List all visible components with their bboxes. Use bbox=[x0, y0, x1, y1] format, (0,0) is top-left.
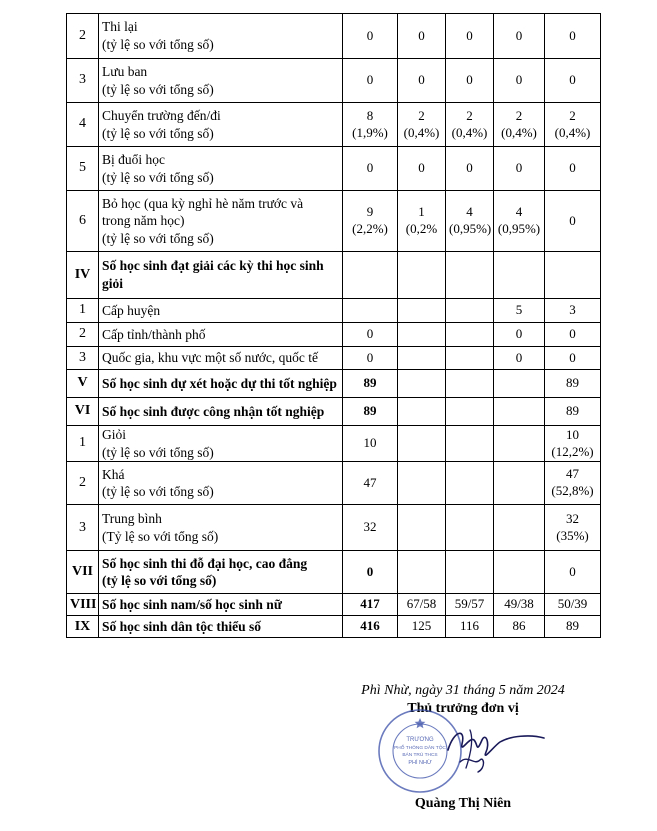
row-number: 3 bbox=[67, 59, 99, 103]
value-line: 417 bbox=[360, 596, 380, 612]
description-line: Thi lại bbox=[102, 19, 138, 35]
description-line: Cấp huyện bbox=[102, 302, 161, 318]
value-line: (0,4%) bbox=[501, 124, 537, 140]
description-line: (tỷ lệ so với tổng số) bbox=[102, 230, 214, 246]
value-line: 0 bbox=[569, 160, 576, 176]
description-line: (tỷ lệ so với tổng số) bbox=[102, 81, 214, 97]
row-number: VIII bbox=[67, 594, 99, 616]
value-line: 0 bbox=[515, 349, 523, 365]
row-number: V bbox=[67, 370, 99, 398]
seal-text: BÁN TRÚ THCS bbox=[402, 753, 438, 758]
value-line: 2 bbox=[515, 107, 523, 123]
value-line: 125 bbox=[411, 618, 432, 634]
value-line: (0,4%) bbox=[403, 124, 440, 140]
value-line: 0 bbox=[466, 27, 473, 43]
row-number: 3 bbox=[67, 505, 99, 551]
value-line: 0 bbox=[569, 212, 576, 228]
seal-text: PHÌ NHỪ bbox=[408, 760, 432, 766]
value-line: 0 bbox=[466, 160, 473, 176]
value-line: 3 bbox=[569, 302, 576, 318]
value-line: 86 bbox=[512, 618, 526, 634]
value-line: 0 bbox=[366, 349, 374, 365]
value-line: 4 bbox=[515, 204, 523, 220]
description-line: Quốc gia, khu vực một số nước, quốc tế bbox=[102, 350, 318, 366]
signer-name: Quàng Thị Niên bbox=[414, 796, 512, 811]
description-line: (tỷ lệ so với tổng số) bbox=[102, 573, 217, 589]
row-number: 3 bbox=[67, 347, 99, 370]
seal-text: TRƯỜNG bbox=[406, 737, 434, 743]
value-line: 32 bbox=[566, 510, 579, 526]
description-line: Bị đuổi học bbox=[102, 151, 165, 167]
value-line: (35%) bbox=[556, 527, 589, 543]
value-line: 0 bbox=[515, 27, 523, 43]
value-line: 416 bbox=[360, 618, 380, 634]
description-line: Chuyển trường đến/đi bbox=[102, 107, 221, 123]
value-line: 0 bbox=[366, 563, 374, 579]
value-line: 1 bbox=[418, 204, 425, 220]
value-line: 89 bbox=[363, 375, 377, 391]
value-line: 116 bbox=[459, 618, 480, 634]
row-number: IV bbox=[67, 252, 99, 299]
description-line: Số học sinh thi đỗ đại học, cao đẳng bbox=[102, 555, 308, 571]
value-line: 0 bbox=[418, 72, 425, 88]
value-line: 50/39 bbox=[557, 596, 588, 612]
description-line: Cấp tỉnh/thành phố bbox=[102, 326, 206, 342]
value-line: 32 bbox=[363, 519, 377, 535]
value-line: (1,9%) bbox=[352, 124, 388, 140]
handwritten-signature bbox=[440, 710, 550, 780]
value-line: 0 bbox=[569, 72, 576, 88]
row-number: 5 bbox=[67, 147, 99, 191]
value-line: 10 bbox=[363, 435, 377, 451]
value-line: 0 bbox=[515, 72, 523, 88]
value-line: 2 bbox=[569, 107, 576, 123]
description-line: Số học sinh nam/số học sinh nữ bbox=[102, 596, 282, 612]
value-line: 5 bbox=[515, 302, 523, 318]
description-line: (tỷ lệ so với tổng số) bbox=[102, 444, 214, 460]
description-line: Khá bbox=[102, 466, 125, 482]
value-line: (0,95%) bbox=[497, 221, 541, 236]
value-line: 89 bbox=[566, 375, 579, 391]
value-line: 89 bbox=[363, 403, 377, 419]
place-date: Phì Nhừ, ngày 31 tháng 5 năm 2024 bbox=[361, 683, 565, 698]
value-line: 10 bbox=[566, 426, 579, 442]
value-line: (52,8%) bbox=[551, 483, 594, 499]
description-line: Số học sinh dân tộc thiểu số bbox=[102, 618, 262, 634]
description-line: Số học sinh được công nhận tốt nghiệp bbox=[102, 403, 325, 419]
value-line: (0,95%) bbox=[449, 221, 492, 236]
description-line: Số học sinh đạt giải các kỳ thi học sinh bbox=[102, 258, 324, 274]
value-line: 0 bbox=[366, 160, 374, 176]
row-number: 6 bbox=[67, 191, 99, 252]
value-line: 0 bbox=[366, 326, 374, 342]
row-number: IX bbox=[67, 616, 99, 638]
value-line: 49/38 bbox=[504, 596, 534, 612]
row-number: 2 bbox=[67, 462, 99, 505]
value-line: 0 bbox=[515, 160, 523, 176]
description-line: (Tỷ lệ so với tổng số) bbox=[102, 528, 219, 544]
value-line: 0 bbox=[569, 563, 576, 579]
description-line: Bỏ học (qua kỳ nghỉ hè năm trước và bbox=[102, 195, 304, 211]
value-line: (0,4%) bbox=[554, 124, 591, 140]
description-line: trong năm học) bbox=[102, 213, 185, 229]
signer-title: Thủ trưởng đơn vị bbox=[407, 701, 519, 716]
row-number: VI bbox=[67, 398, 99, 426]
description-line: Giỏi bbox=[102, 427, 127, 442]
value-line: 0 bbox=[569, 349, 576, 365]
value-line: 89 bbox=[566, 618, 579, 634]
row-number: 1 bbox=[67, 426, 99, 462]
description-line: (tỷ lệ so với tổng số) bbox=[102, 125, 214, 141]
value-line: 0 bbox=[418, 27, 425, 43]
value-line: (0,4%) bbox=[451, 124, 488, 140]
seal-text: PHỔ THÔNG DÂN TỘC bbox=[394, 746, 446, 751]
description-line: (tỷ lệ so với tổng số) bbox=[102, 484, 214, 500]
value-line: 0 bbox=[366, 27, 374, 43]
description-line: Trung bình bbox=[102, 511, 162, 527]
row-number: 2 bbox=[67, 14, 99, 59]
description-line: (tỷ lệ so với tổng số) bbox=[102, 169, 214, 185]
description-line: (tỷ lệ so với tổng số) bbox=[102, 37, 214, 52]
row-number: 4 bbox=[67, 103, 99, 147]
value-line: 2 bbox=[418, 107, 425, 123]
value-line: 0 bbox=[366, 72, 374, 88]
value-line: 0 bbox=[466, 72, 473, 88]
value-line: (2,2%) bbox=[352, 221, 388, 236]
value-line: 47 bbox=[363, 474, 377, 490]
value-line: 9 bbox=[366, 204, 374, 220]
value-line: 67/58 bbox=[406, 596, 437, 612]
value-line: 2 bbox=[466, 107, 473, 123]
value-line: 8 bbox=[366, 107, 374, 123]
value-line: 0 bbox=[515, 326, 523, 342]
description-line: Số học sinh dự xét hoặc dự thi tốt nghiệp bbox=[102, 375, 337, 391]
value-line: 59/57 bbox=[454, 596, 485, 612]
value-line: (12,2%) bbox=[551, 443, 594, 459]
value-line: 89 bbox=[566, 403, 579, 419]
value-line: (0,2% bbox=[405, 221, 438, 236]
description-line: Lưu ban bbox=[102, 63, 148, 79]
row-number: 2 bbox=[67, 323, 99, 347]
value-line: 47 bbox=[566, 466, 579, 482]
value-line: 0 bbox=[418, 160, 425, 176]
value-line: 0 bbox=[569, 27, 576, 43]
row-number: VII bbox=[67, 551, 99, 594]
value-line: 4 bbox=[466, 204, 473, 220]
row-number: 1 bbox=[67, 299, 99, 323]
value-line: 0 bbox=[569, 326, 576, 342]
description-line: giỏi bbox=[102, 276, 124, 291]
